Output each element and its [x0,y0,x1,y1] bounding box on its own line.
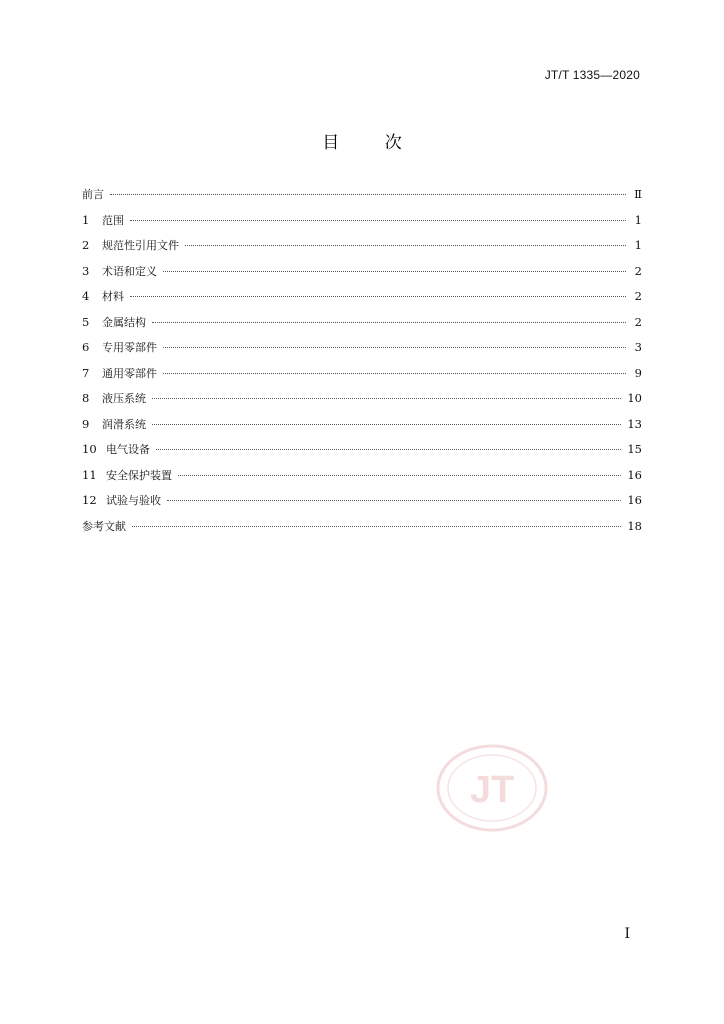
dot-leader [130,296,626,297]
toc-entry-label: 试验与验收 [106,494,161,507]
dot-leader [156,449,621,450]
jt-watermark-logo [436,744,548,832]
toc-entry-label: 专用零部件 [102,341,157,354]
toc-entry-number: 1 [82,212,90,227]
toc-entry-page: 18 [627,518,642,533]
toc-entry-label: 金属结构 [102,315,146,329]
page-number: I [624,926,630,942]
toc-entry-11[interactable] [82,467,642,493]
dot-leader [152,424,621,425]
toc-entry-10[interactable] [82,441,642,467]
dot-leader [178,475,621,476]
toc-entry-12[interactable] [82,492,642,518]
toc-entry-label: 液压系统 [102,392,146,405]
toc-entry-3[interactable] [82,263,642,289]
toc-entry-label: 电气设备 [106,443,150,456]
dot-leader [130,220,626,221]
toc-entry-number: 4 [82,289,90,303]
toc-entry-page: 15 [627,442,642,456]
toc-entry-page: Ⅱ [634,187,642,201]
toc-entry-page: 13 [627,416,642,431]
toc-entry-label: 范围 [102,213,124,227]
toc-entry-label: 润滑系统 [102,417,146,431]
toc-entry-label: 材料 [102,290,124,303]
toc-entry-label: 通用零部件 [102,366,157,380]
toc-entry-number: 3 [82,263,90,278]
dot-leader [163,271,626,272]
toc-title [0,128,724,153]
toc-entry-2[interactable] [82,237,642,263]
toc-entry-page: 10 [627,391,642,405]
dot-leader [132,526,621,527]
toc-entry-5[interactable] [82,314,642,340]
toc-entry-label: 安全保护装置 [106,468,172,482]
toc-entry-label: 参考文献 [82,519,126,533]
toc-entry-1[interactable] [82,212,642,238]
toc-entry-number: 9 [82,416,90,431]
toc-title-char-1: 目 [322,133,340,153]
dot-leader [152,398,621,399]
toc-entry-page: 2 [634,289,642,303]
toc-entry-page: 9 [634,365,642,380]
toc-entry-6[interactable] [82,339,642,365]
toc-entry-page: 3 [634,340,642,354]
dot-leader [152,322,626,323]
toc-entry-number: 12 [82,493,97,507]
toc-entry-number: 5 [82,314,90,329]
toc-entry-foreword[interactable] [82,186,642,212]
document-code: JT/T 1335—2020 [544,68,640,82]
toc-entry-page: 1 [634,212,642,227]
toc-title-char-2: 次 [384,133,402,153]
toc-entry-7[interactable] [82,365,642,391]
toc-entry-4[interactable] [82,288,642,314]
toc-entry-number: 6 [82,340,90,354]
toc-entry-8[interactable] [82,390,642,416]
table-of-contents [82,186,642,543]
toc-entry-number: 8 [82,391,90,405]
toc-entry-number: 7 [82,365,90,380]
dot-leader [185,245,626,246]
toc-entry-references[interactable] [82,518,642,544]
toc-entry-number: 2 [82,238,90,252]
toc-entry-page: 2 [634,263,642,278]
toc-entry-label: 术语和定义 [102,264,157,278]
toc-entry-label: 前言 [82,188,104,201]
dot-leader [110,194,626,195]
dot-leader [163,373,626,374]
dot-leader [163,347,626,348]
toc-entry-number: 10 [82,442,97,456]
dot-leader [167,500,621,501]
toc-entry-page: 2 [634,314,642,329]
toc-entry-number: 11 [82,467,97,482]
toc-entry-page: 16 [627,467,642,482]
toc-entry-9[interactable] [82,416,642,442]
toc-entry-page: 1 [634,238,642,252]
toc-entry-page: 16 [627,493,642,507]
toc-entry-label: 规范性引用文件 [102,239,179,252]
watermark-text: JT [469,769,515,811]
